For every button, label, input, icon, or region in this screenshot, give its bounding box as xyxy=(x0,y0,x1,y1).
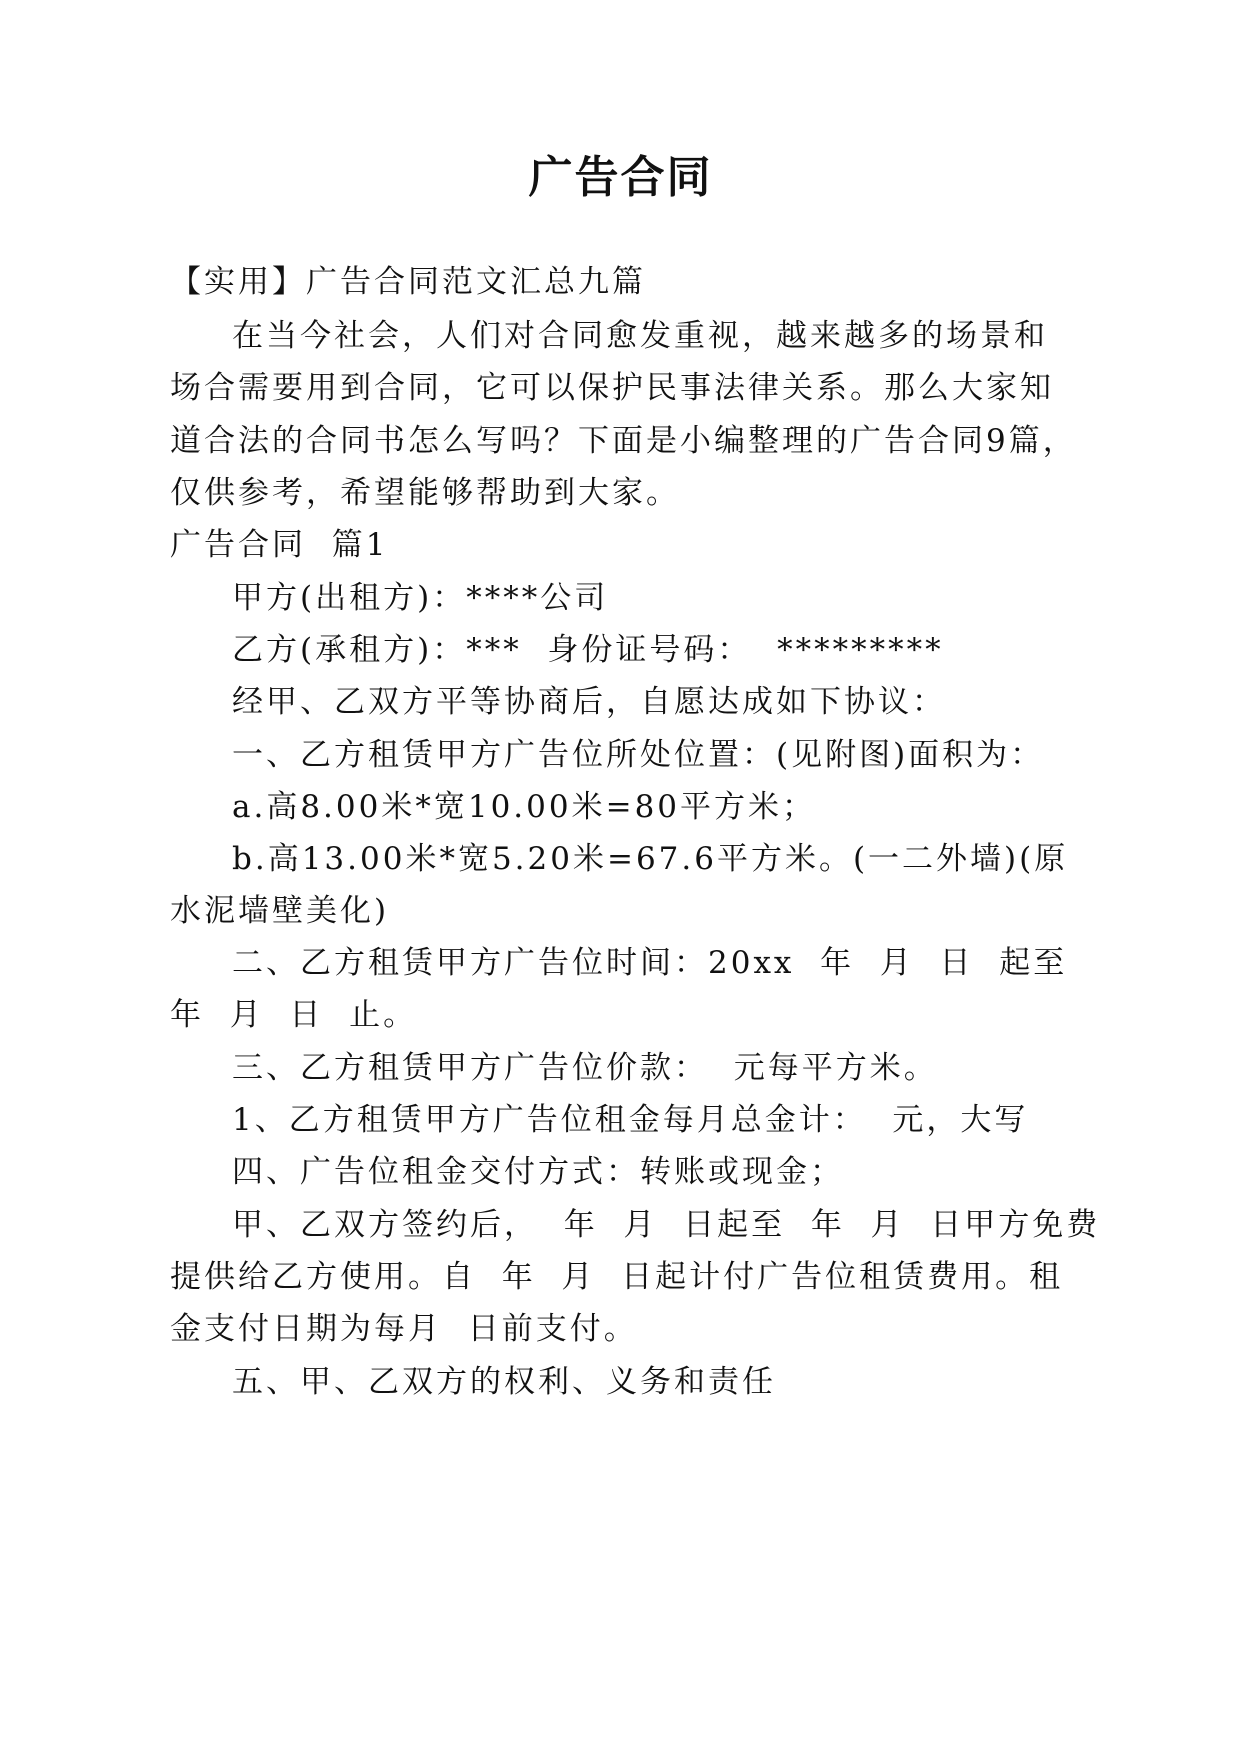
paragraph-line: 一、乙方租赁甲方广告位所处位置：(见附图)面积为： xyxy=(232,737,1045,773)
paragraph-line: b.高13.00米*宽5.20米=67.6平方米。(一二外墙)(原 xyxy=(232,841,1069,877)
paragraph-line: 乙方(承租方)：*** 身份证号码： ********* xyxy=(232,632,944,668)
paragraph-line: a.高8.00米*宽10.00米=80平方米； xyxy=(232,789,817,825)
paragraph-line: 在当今社会，人们对合同愈发重视，越来越多的场景和 xyxy=(232,318,1048,354)
paragraph-line: 五、甲、乙双方的权利、义务和责任 xyxy=(232,1364,776,1400)
paragraph-line: 经甲、乙双方平等协商后，自愿达成如下协议： xyxy=(232,684,946,720)
paragraph-line: 1、乙方租赁甲方广告位租金每月总金计： 元，大写 xyxy=(232,1102,1029,1138)
paragraph-line: 场合需要用到合同，它可以保护民事法律关系。那么大家知 xyxy=(170,370,1054,406)
paragraph-line: 三、乙方租赁甲方广告位价款： 元每平方米。 xyxy=(232,1050,938,1086)
paragraph-line: 甲方(出租方)：****公司 xyxy=(232,580,609,616)
document-subtitle: 【实用】广告合同范文汇总九篇 xyxy=(170,264,646,300)
paragraph-line: 水泥墙壁美化) xyxy=(170,893,390,929)
paragraph-line: 年 月 日 止。 xyxy=(170,997,418,1033)
paragraph-line: 道合法的合同书怎么写吗？下面是小编整理的广告合同9篇， xyxy=(170,423,1077,459)
paragraph-line: 金支付日期为每月 日前支付。 xyxy=(170,1311,638,1347)
document-title: 广告合同 xyxy=(528,152,713,203)
paragraph-line: 四、广告位租金交付方式：转账或现金； xyxy=(232,1154,844,1190)
paragraph-line: 仅供参考，希望能够帮助到大家。 xyxy=(170,475,680,511)
section-heading: 广告合同 篇1 xyxy=(170,527,389,563)
paragraph-line: 二、乙方租赁甲方广告位时间：20xx 年 月 日 起至 xyxy=(232,945,1068,981)
paragraph-line: 提供给乙方使用。自 年 月 日起计付广告位租赁费用。租 xyxy=(170,1259,1064,1295)
paragraph-line: 甲、乙双方签约后， 年 月 日起至 年 月 日甲方免费 xyxy=(232,1207,1101,1243)
